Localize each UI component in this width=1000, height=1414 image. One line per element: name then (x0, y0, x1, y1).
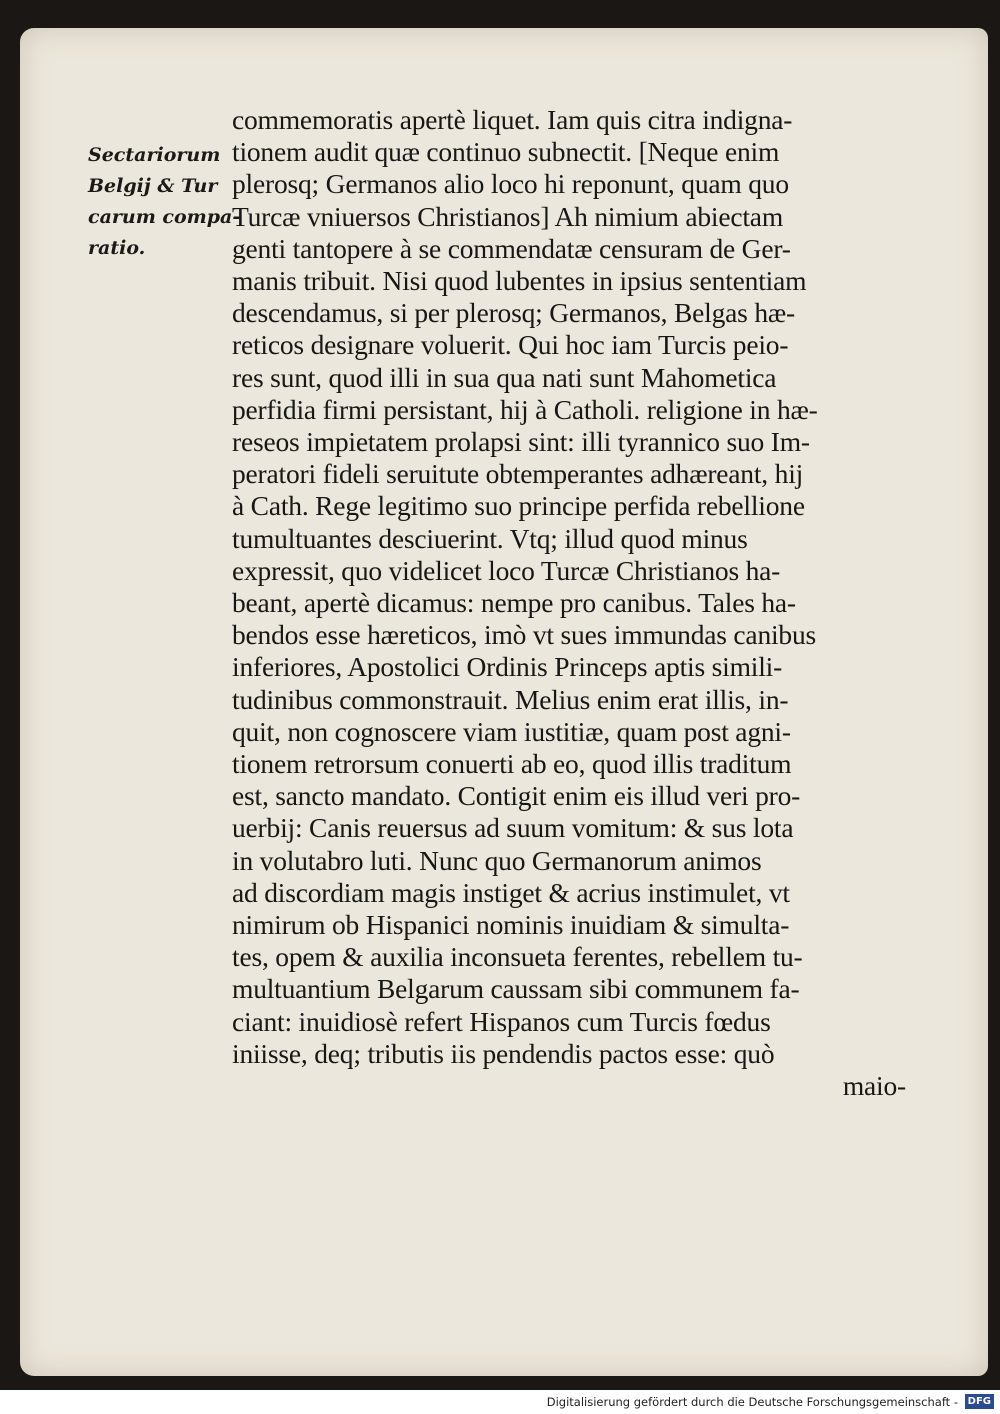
funding-notice: Digitalisierung gefördert durch die Deutsche Forschungsgemeinschaft - (546, 1395, 958, 1409)
text-line: ciant: inuidiosè refert Hispanos cum Turcis fœdus (232, 1005, 771, 1037)
text-line: nimirum ob Hispanici nominis inuidiam & simulta- (232, 909, 790, 941)
footer-bar (0, 1390, 1000, 1414)
dfg-logo: DFG (965, 1394, 994, 1409)
text-line: est, sancto mandato. Contigit enim eis illud veri pro- (232, 780, 801, 812)
text-line: ad discordiam magis instiget & acrius instimulet, vt (232, 876, 790, 908)
marginal-note-line: carum compa- (88, 206, 241, 228)
text-line: iniisse, deq; tributis iis pendendis pactos esse: quò (232, 1037, 775, 1069)
text-line: genti tantopere à se commendatæ censuram de Ger- (232, 232, 791, 264)
text-line: tumultuantes desciuerint. Vtq; illud quod minus (232, 522, 748, 554)
text-line: reticos designare voluerit. Qui hoc iam Turcis peio- (232, 329, 789, 361)
text-line: quit, non cognoscere viam iustitiæ, quam post agni- (232, 715, 791, 747)
text-line: in volutabro luti. Nunc quo Germanorum animos (232, 844, 762, 876)
text-line: tionem retrorsum conuerti ab eo, quod illis traditum (232, 748, 792, 780)
text-line: descendamus, si per plerosq; Germanos, Belgas hæ- (232, 297, 795, 329)
text-line: multuantium Belgarum caussam sibi communem fa- (232, 973, 800, 1005)
text-line: beant, apertè dicamus: nempe pro canibus. Tales ha- (232, 587, 796, 619)
marginal-note (88, 140, 241, 264)
marginal-note-line: Sectariorum (88, 144, 221, 166)
text-line: reseos impietatem prolapsi sint: illi tyrannico suo Im- (232, 426, 810, 458)
marginal-note-line: Belgij & Tur (88, 175, 218, 197)
text-line: bendos esse hæreticos, imò vt sues immundas canibus (232, 619, 817, 651)
text-line: peratori fideli seruitute obtemperantes adhæreant, hij (232, 458, 804, 490)
text-line: à Cath. Rege legitimo suo principe perfida rebellione (232, 490, 805, 522)
text-line: tudinibus commonstrauit. Melius enim erat illis, in- (232, 683, 789, 715)
text-line: uerbij: Canis reuersus ad suum vomitum: & sus lota (232, 812, 794, 844)
body-text (232, 104, 912, 1102)
text-line: inferiores, Apostolici Ordinis Princeps aptis simili- (232, 651, 783, 683)
text-line: tes, opem & auxilia inconsueta ferentes, rebellem tu- (232, 941, 803, 973)
text-line: Turcæ vniuersos Christianos] Ah nimium abiectam (232, 200, 784, 232)
marginal-note-line: ratio. (88, 237, 146, 259)
text-line: res sunt, quod illi in sua qua nati sunt Mahometica (232, 361, 777, 393)
catchword: maio- (842, 1070, 906, 1102)
text-line: perfidia firmi persistant, hij à Catholi. religione in hæ- (232, 393, 818, 425)
text-line: manis tribuit. Nisi quod lubentes in ipsius sententiam (232, 265, 807, 297)
text-line: tionem audit quæ continuo subnectit. [Neque enim (232, 136, 780, 168)
text-line: expressit, quo videlicet loco Turcæ Christianos ha- (232, 554, 781, 586)
text-line: plerosq; Germanos alio loco hi reponunt, quam quo (232, 168, 789, 200)
text-line: commemoratis apertè liquet. Iam quis citra indigna- (232, 104, 793, 135)
